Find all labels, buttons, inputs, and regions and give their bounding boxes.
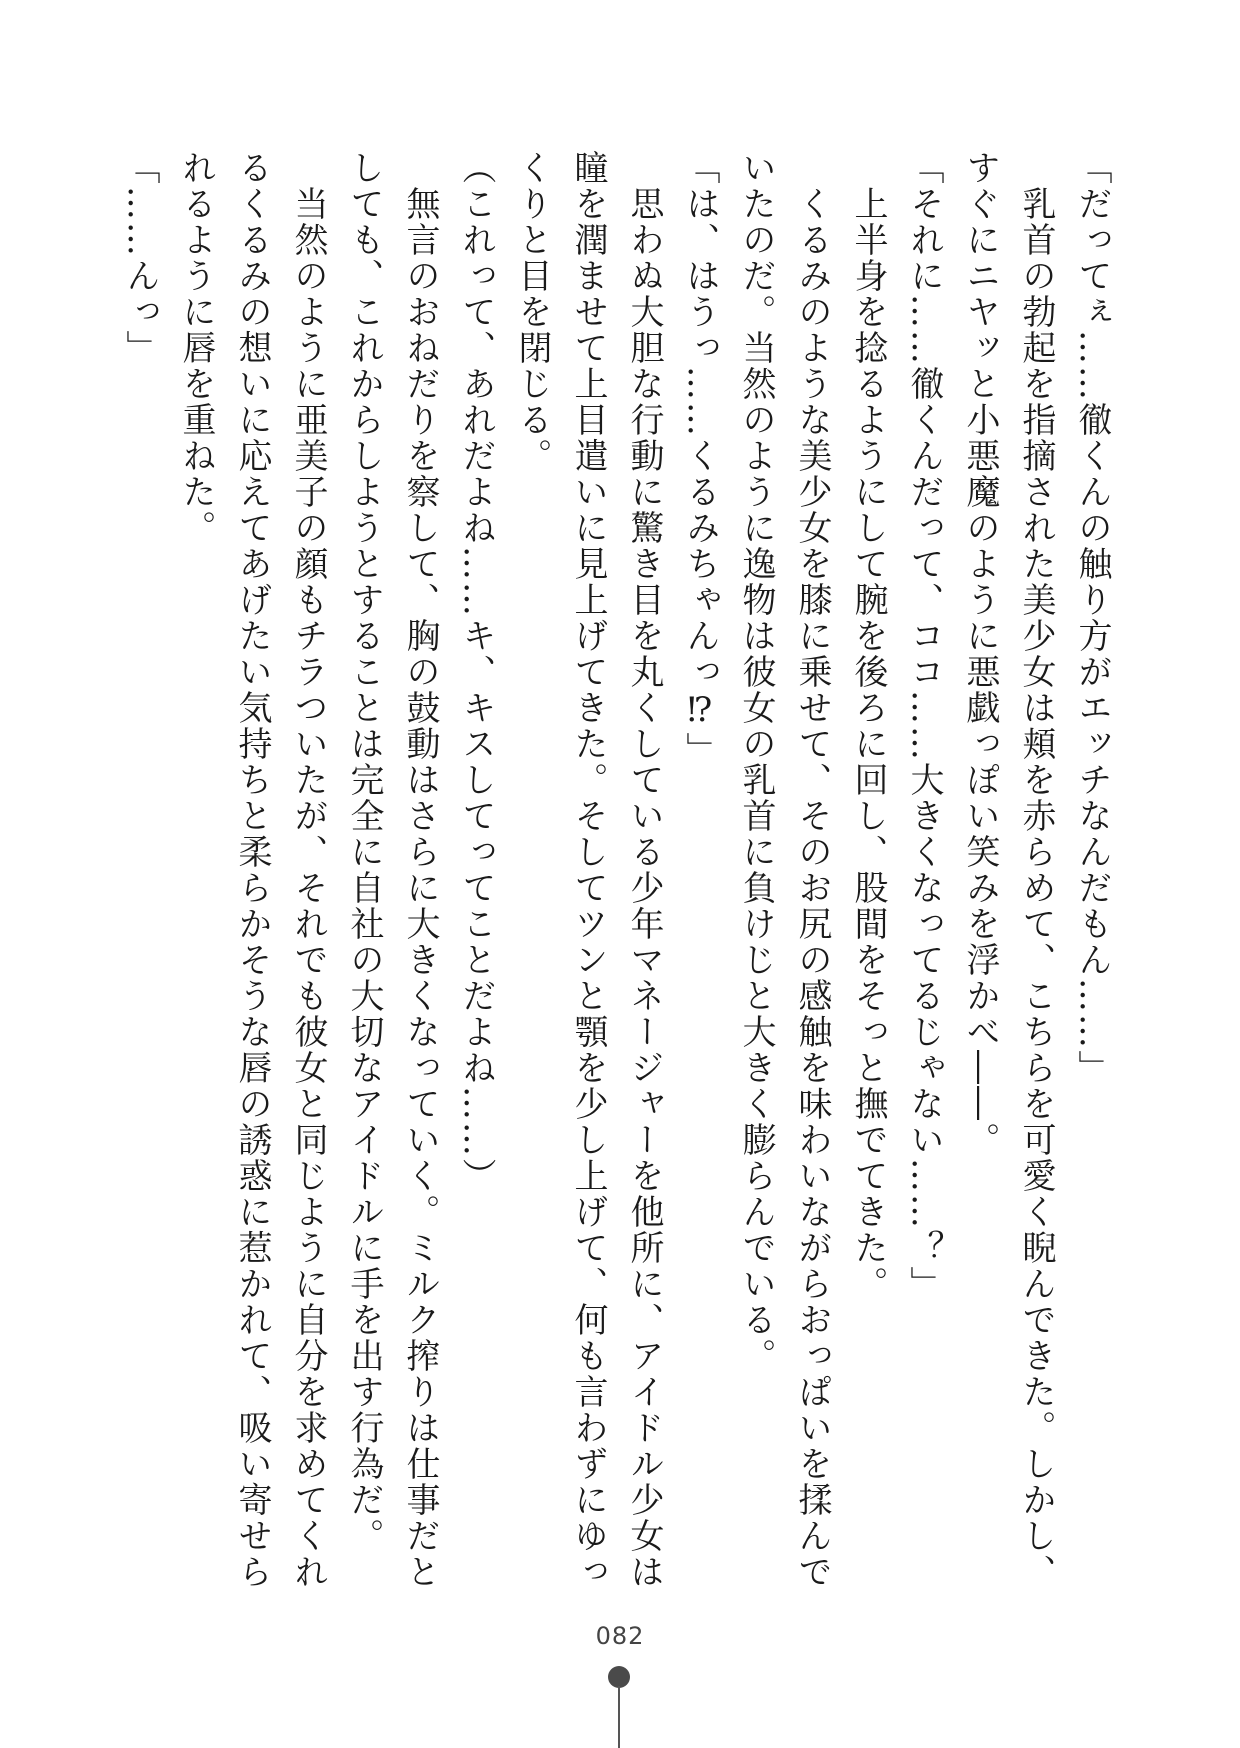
text-line: 瞳を潤ませて上目遣いに見上げてきた。そしてツンと顎を少し上げて、何も言わずにゆっ — [568, 150, 608, 1590]
folio-dot-ornament — [608, 1666, 630, 1688]
text-line: くりと目を閉じる。 — [512, 150, 552, 474]
text-line: 「だってぇ……徹くんの触り方がエッチなんだもん……」 — [1072, 150, 1112, 1086]
text-line: 無言のおねだりを察して、胸の鼓動はさらに大きくなっていく。ミルク搾りは仕事だと — [400, 150, 440, 1590]
text-line: れるように唇を重ねた。 — [176, 150, 216, 546]
text-line: しても、これからしようとすることは完全に自社の大切なアイドルに手を出す行為だ。 — [344, 150, 384, 1554]
text-line: いたのだ。当然のように逸物は彼女の乳首に負けじと大きく膨らんでいる。 — [736, 150, 776, 1374]
page-number: 082 — [595, 1622, 645, 1650]
vertical-text-block — [120, 150, 1120, 1590]
text-line: すぐにニヤッと小悪魔のように悪戯っぽい笑みを浮かべ――。 — [960, 150, 1000, 1158]
text-line: 当然のように亜美子の顔もチラついたが、それでも彼女と同じように自分を求めてくれ — [288, 150, 328, 1590]
text-line: 「それに……徹くんだって、ココ……大きくなってるじゃない……？」 — [904, 150, 944, 1302]
text-line: （これって、あれだよね……キ、キスしてってことだよね……） — [456, 150, 496, 1194]
text-line: くるみのような美少女を膝に乗せて、そのお尻の感触を味わいながらおっぱいを揉んで — [792, 150, 832, 1590]
text-line: 「は、はうっ……くるみちゃんっ⁉」 — [680, 150, 720, 768]
text-line: 思わぬ大胆な行動に驚き目を丸くしている少年マネージャーを他所に、アイドル少女は — [624, 150, 664, 1590]
text-line: 「……んっ」 — [120, 150, 160, 366]
text-line: るくるみの想いに応えてあげたい気持ちと柔らかそうな唇の誘惑に惹かれて、吸い寄せら — [232, 150, 272, 1590]
folio-line-ornament — [618, 1686, 620, 1748]
text-line: 乳首の勃起を指摘された美少女は頬を赤らめて、こちらを可愛く睨んできた。しかし、 — [1016, 150, 1056, 1590]
text-line: 上半身を捻るようにして腕を後ろに回し、股間をそっと撫でてきた。 — [848, 150, 888, 1302]
